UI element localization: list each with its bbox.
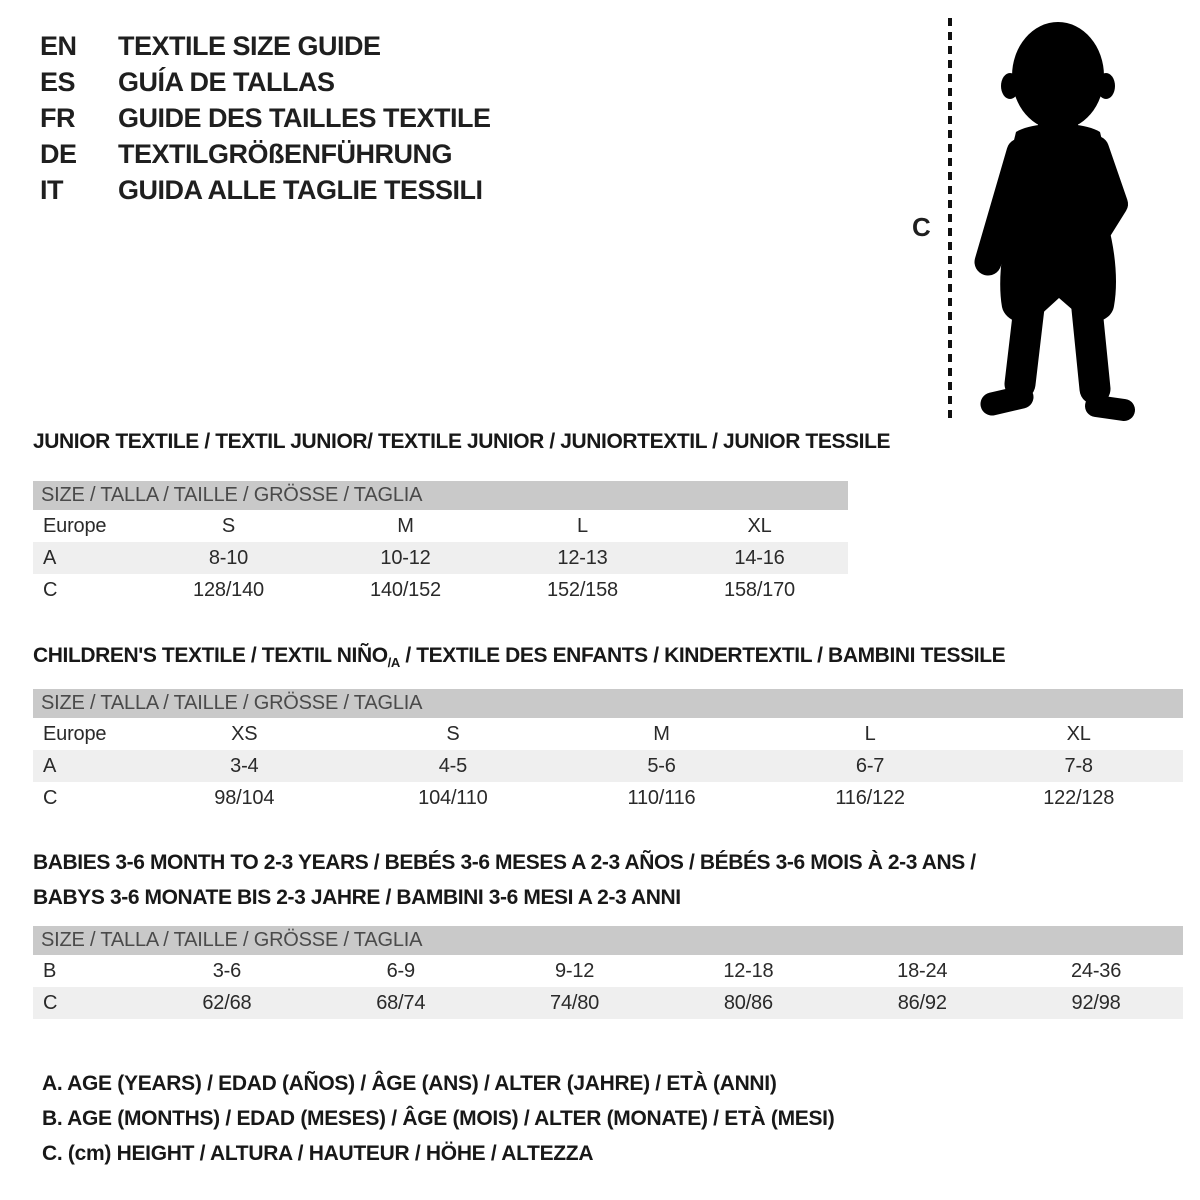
table-cell: 62/68: [140, 987, 314, 1019]
table-row: [33, 955, 1183, 987]
row-label-cell: C: [43, 786, 58, 809]
table-cell: 92/98: [1009, 987, 1183, 1019]
table-row: [33, 542, 848, 574]
table-cell: 98/104: [214, 786, 275, 809]
language-code: FR: [40, 102, 75, 133]
language-code: EN: [40, 30, 77, 61]
table-cell: 110/116: [627, 786, 696, 809]
table-row: [33, 750, 1183, 782]
junior-section-heading: JUNIOR TEXTILE / TEXTIL JUNIOR/ TEXTILE JUNIOR / JUNIORTEXTIL / JUNIOR TESSILE: [33, 430, 891, 453]
table-cell: 104/110: [418, 786, 488, 809]
row-label-cell: A: [33, 542, 140, 574]
language-row-en: [40, 28, 491, 64]
table-cell: 6-7: [766, 750, 975, 782]
row-label-cell: Europe: [43, 514, 107, 537]
legend-line-a: A. AGE (YEARS) / EDAD (AÑOS) / ÂGE (ANS) / ALTER (JAHRE) / ETÀ (ANNI): [42, 1072, 777, 1095]
junior-size-table: [33, 481, 848, 606]
table-cell: 116/122: [835, 786, 905, 809]
table-cell: 128/140: [193, 578, 264, 601]
table-cell: XL: [1066, 722, 1091, 745]
table-cell: 7-8: [974, 750, 1183, 782]
row-label-cell: B: [43, 959, 57, 982]
table-cell: XS: [231, 722, 258, 745]
table-cell: 152/158: [547, 578, 618, 601]
table-cell: 18-24: [897, 959, 948, 982]
measure-legend: [42, 1066, 834, 1171]
language-row-it: [40, 172, 491, 208]
babies-size-table: [33, 926, 1183, 1019]
table-cell: 5-6: [557, 750, 766, 782]
row-label-cell: A: [33, 750, 140, 782]
children-heading-subscript: /A: [387, 655, 400, 671]
language-row-de: [40, 136, 491, 172]
table-cell: 14-16: [671, 542, 848, 574]
table-row: [33, 926, 1183, 955]
language-row-fr: [40, 100, 491, 136]
table-cell: 3-6: [212, 959, 242, 982]
table-row: [33, 510, 848, 542]
row-label-cell: C: [43, 578, 58, 601]
table-cell: M: [397, 514, 414, 537]
language-title: TEXTILGRÖßENFÜHRUNG: [118, 138, 452, 169]
table-cell: 86/92: [835, 987, 1009, 1019]
language-row-es: [40, 64, 491, 100]
row-label-cell: C: [33, 987, 140, 1019]
table-cell: XL: [747, 514, 772, 537]
height-measure-line: [948, 18, 952, 418]
table-cell: 158/170: [724, 578, 795, 601]
row-label-cell: Europe: [43, 722, 107, 745]
table-cell: 74/80: [488, 987, 662, 1019]
table-cell: 10-12: [317, 542, 494, 574]
legend-line-c: C. (cm) HEIGHT / ALTURA / HAUTEUR / HÖHE / ALTEZZA: [42, 1142, 594, 1165]
table-cell: 9-12: [554, 959, 595, 982]
table-row: [33, 718, 1183, 750]
legend-line-b: B. AGE (MONTHS) / EDAD (MESES) / ÂGE (MOIS) / ALTER (MONATE) / ETÀ (MESI): [42, 1107, 835, 1130]
table-cell: 12-13: [494, 542, 671, 574]
toddler-silhouette-icon: [958, 14, 1158, 424]
language-title: TEXTILE SIZE GUIDE: [118, 30, 381, 61]
size-header-bar: SIZE / TALLA / TAILLE / GRÖSSE / TAGLIA: [33, 926, 1183, 955]
table-cell: 24-36: [1070, 959, 1122, 982]
table-cell: 8-10: [140, 542, 317, 574]
table-cell: 12-18: [723, 959, 774, 982]
height-measure-label: C: [912, 212, 931, 242]
language-title: GUÍA DE TALLAS: [118, 66, 335, 97]
table-cell: 80/86: [661, 987, 835, 1019]
table-cell: 122/128: [1043, 786, 1115, 809]
table-row: [33, 481, 848, 510]
language-title-list: [40, 28, 491, 208]
table-row: [33, 782, 1183, 814]
language-code: IT: [40, 174, 63, 205]
table-cell: L: [577, 514, 588, 537]
babies-section-heading: [33, 845, 976, 915]
table-cell: 4-5: [349, 750, 558, 782]
size-header-bar: SIZE / TALLA / TAILLE / GRÖSSE / TAGLIA: [33, 481, 848, 510]
table-row: [33, 987, 1183, 1019]
table-cell: 3-4: [140, 750, 349, 782]
table-cell: L: [864, 722, 876, 745]
language-code: ES: [40, 66, 76, 97]
children-heading-text: / TEXTILE DES ENFANTS / KINDERTEXTIL / BAMBINI TESSILE: [399, 644, 1006, 667]
table-cell: M: [653, 722, 670, 745]
children-section-heading: [33, 644, 1005, 670]
table-cell: S: [446, 722, 460, 745]
table-cell: 140/152: [370, 578, 441, 601]
table-cell: 68/74: [314, 987, 488, 1019]
babies-heading-line2: BABYS 3-6 MONATE BIS 2-3 JAHRE / BAMBINI 3-6 MESI A 2-3 ANNI: [33, 886, 681, 909]
language-code: DE: [40, 138, 77, 169]
table-cell: S: [221, 514, 236, 537]
language-title: GUIDA ALLE TAGLIE TESSILI: [118, 174, 483, 205]
table-row: [33, 574, 848, 606]
language-title: GUIDE DES TAILLES TEXTILE: [118, 102, 491, 133]
babies-heading-line1: BABIES 3-6 MONTH TO 2-3 YEARS / BEBÉS 3-6 MESES A 2-3 AÑOS / BÉBÉS 3-6 MOIS À 2-3 ANS /: [33, 851, 976, 874]
children-size-table: [33, 689, 1183, 814]
table-row: [33, 689, 1183, 718]
size-header-bar: SIZE / TALLA / TAILLE / GRÖSSE / TAGLIA: [33, 689, 1183, 718]
children-heading-text: CHILDREN'S TEXTILE / TEXTIL NIÑO: [33, 644, 388, 667]
table-cell: 6-9: [386, 959, 415, 982]
